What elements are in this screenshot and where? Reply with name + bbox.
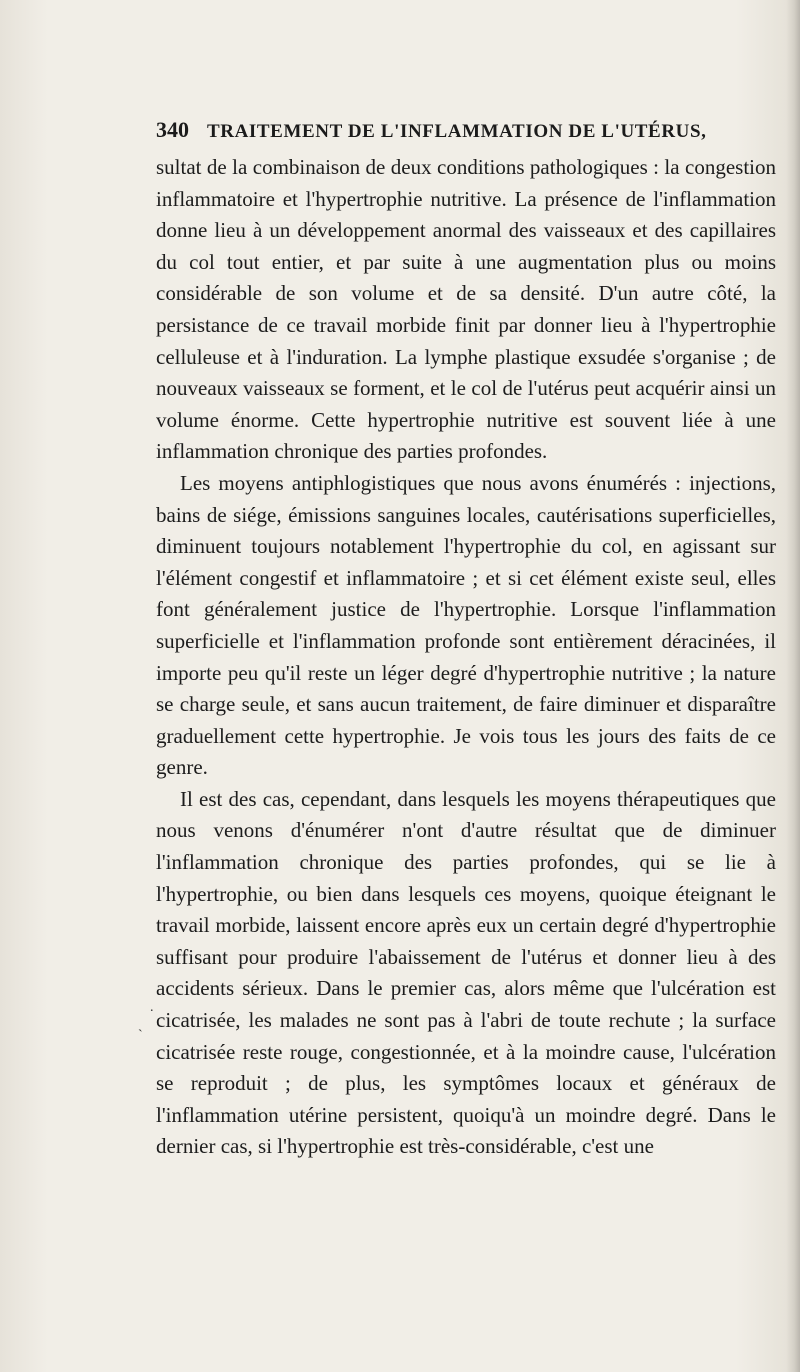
running-title: TRAITEMENT DE L'INFLAMMATION DE L'UTÉRUS, [207,121,707,142]
running-header [156,117,776,143]
paragraph-antiphlogistics: Les moyens antiphlogistiques que nous avons énumérés : injections, bains de siége, émissions sanguines locales, cautérisations superficielles, diminuent toujours notablement l'hypertrophie du col, en agissant sur l'élément congestif et inflammatoire ; et si cet élément existe seul, elles font généralement justice de l'hypertrophie. Lorsque l'inflammation superficielle et l'inflammation profonde sont entièrement déracinées, il importe peu qu'il reste un léger degré d'hypertrophie nutritive ; la nature se charge seule, et sans aucun traitement, de faire diminuer et disparaître graduellement cette hypertrophie. Je vois tous les jours des faits de ce genre. [156,470,776,780]
page-edge-shadow [786,0,800,1372]
paragraph-exceptions: Il est des cas, cependant, dans lesquels les moyens thérapeutiques que nous venons d'énumérer n'ont d'autre résultat que de diminuer l'inflammation chronique des parties profondes, qui se lie à l'hypertrophie, ou bien dans lesquels ces moyens, quoique éteignant le travail morbide, laissent encore après eux un certain degré d'hypertrophie suffisant pour produire l'abaissement de l'utérus et donner lieu à des accidents sérieux. Dans le premier cas, alors même que l'ulcération est cicatrisée, les malades ne sont pas à l'abri de toute rechute ; la surface cicatrisée reste rouge, congestionnée, et à la moindre cause, l'ulcération se reproduit ; de plus, les symptômes locaux et généraux de l'inflammation utérine persistent, quoiqu'à un moindre degré. Dans le dernier cas, si l'hypertrophie est très-considérable, c'est une [156,786,776,1159]
body-text [156,152,776,1163]
margin-speck: ` [138,1028,143,1043]
paragraph-continuation: sultat de la combinaison de deux conditions pathologiques : la congestion inflammatoire et l'hypertrophie nutritive. La présence de l'inflammation donne lieu à un développement anormal des vaisseaux et des capillaires du col tout entier, et par suite à une augmentation plus ou moins considérable de son volume et de sa densité. D'un autre côté, la persistance de ce travail morbide finit par donner lieu à l'hypertrophie celluleuse et à l'induration. La lymphe plastique exsudée s'organise ; de nouveaux vaisseaux se forment, et le col de l'utérus peut acquérir ainsi un volume énorme. Cette hypertrophie nutritive est souvent liée à une inflammation chronique des parties profondes. [156,155,776,464]
margin-speck: . [150,1000,154,1015]
page-number: 340 [156,117,189,142]
